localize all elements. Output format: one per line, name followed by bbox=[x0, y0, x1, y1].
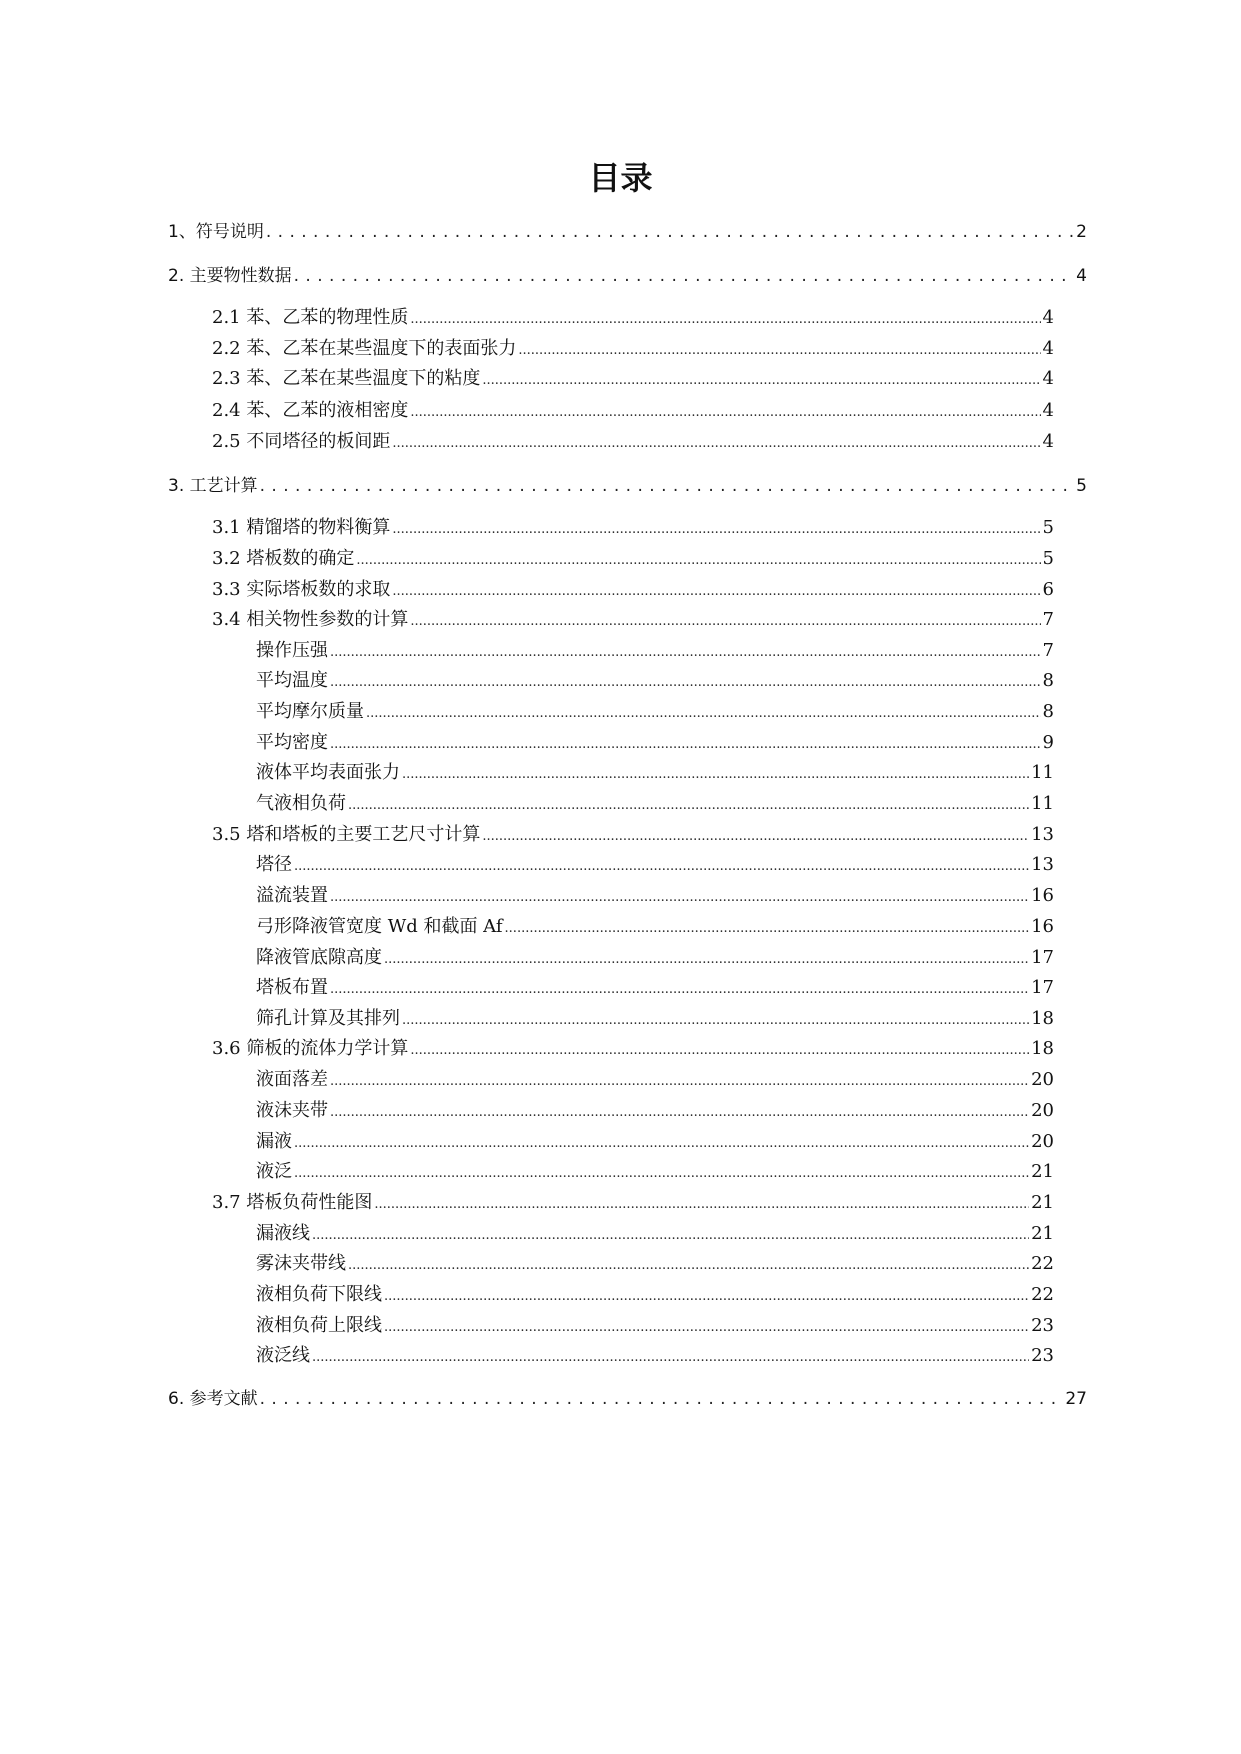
toc-dot-leader bbox=[384, 1312, 1029, 1342]
toc-entry-label: 操作压强 bbox=[256, 640, 328, 661]
toc-entry-label: 液沫夹带 bbox=[256, 1100, 328, 1121]
toc-entry[interactable] bbox=[256, 1220, 1054, 1248]
toc-dot-leader bbox=[410, 606, 1040, 636]
toc-dot-leader bbox=[330, 1097, 1029, 1127]
toc-entry[interactable] bbox=[212, 545, 1054, 573]
toc-entry-page-number: 21 bbox=[1031, 1192, 1054, 1213]
toc-entry-page-number: 4 bbox=[1042, 400, 1054, 421]
toc-entry-label: 液面落差 bbox=[256, 1069, 328, 1090]
toc-entry-label: 平均温度 bbox=[256, 670, 328, 691]
toc-entry-label: 液相负荷下限线 bbox=[256, 1284, 382, 1305]
toc-entry[interactable] bbox=[256, 1158, 1054, 1186]
toc-dot-leader bbox=[330, 729, 1041, 759]
toc-dot-leader bbox=[410, 304, 1040, 334]
toc-entry[interactable] bbox=[256, 1066, 1054, 1094]
toc-entry-label: 1、符号说明 bbox=[168, 222, 264, 242]
toc-entry-label: 液相负荷上限线 bbox=[256, 1315, 382, 1336]
toc-entry[interactable] bbox=[212, 514, 1054, 542]
toc-entry[interactable] bbox=[212, 397, 1054, 425]
toc-dot-leader bbox=[348, 790, 1029, 820]
toc-entry-label: 3.1 精馏塔的物料衡算 bbox=[212, 517, 391, 538]
toc-dot-leader bbox=[330, 667, 1041, 697]
toc-dot-leader bbox=[392, 576, 1040, 606]
toc-entry[interactable] bbox=[256, 882, 1054, 910]
toc-entry-page-number: 18 bbox=[1031, 1038, 1054, 1059]
toc-entry[interactable] bbox=[256, 759, 1054, 787]
page-title: 目录 bbox=[588, 159, 653, 197]
toc-entry-page-number: 4 bbox=[1042, 431, 1054, 452]
toc-entry-page-number: 7 bbox=[1042, 640, 1054, 661]
toc-entry-label: 3. 工艺计算 bbox=[168, 476, 258, 496]
toc-dot-leader bbox=[392, 428, 1040, 458]
toc-entry-label: 平均密度 bbox=[256, 732, 328, 753]
toc-entry-label: 塔径 bbox=[256, 854, 292, 875]
toc-dot-leader bbox=[366, 698, 1041, 728]
toc-entry-label: 2.4 苯、乙苯的液相密度 bbox=[212, 400, 409, 421]
toc-entry[interactable] bbox=[168, 262, 1087, 290]
toc-entry-label: 2.5 不同塔径的板间距 bbox=[212, 431, 391, 452]
toc-entry-page-number: 4 bbox=[1076, 266, 1087, 286]
toc-entry-label: 液泛 bbox=[256, 1161, 292, 1182]
toc-entry-label: 3.7 塔板负荷性能图 bbox=[212, 1192, 373, 1213]
toc-entry-label: 3.6 筛板的流体力学计算 bbox=[212, 1038, 409, 1059]
toc-dot-leader bbox=[294, 1128, 1029, 1158]
toc-dot-leader bbox=[518, 335, 1040, 365]
toc-dot-leader bbox=[410, 1035, 1029, 1065]
toc-dot-leader bbox=[384, 1281, 1029, 1311]
toc-entry-page-number: 27 bbox=[1065, 1389, 1087, 1409]
toc-entry-label: 3.2 塔板数的确定 bbox=[212, 548, 355, 569]
toc-dot-leader bbox=[348, 1250, 1029, 1280]
toc-entry-page-number: 23 bbox=[1031, 1345, 1054, 1366]
toc-dot-leader bbox=[330, 1066, 1029, 1096]
toc-dot-leader bbox=[356, 545, 1040, 575]
toc-entry-page-number: 4 bbox=[1042, 368, 1054, 389]
toc-entry[interactable] bbox=[256, 1281, 1054, 1309]
toc-entry-page-number: 7 bbox=[1042, 609, 1054, 630]
toc-entry-page-number: 21 bbox=[1031, 1161, 1054, 1182]
toc-entry-label: 6. 参考文献 bbox=[168, 1389, 258, 1409]
toc-dot-leader bbox=[294, 1158, 1029, 1188]
toc-dot-leader bbox=[482, 365, 1040, 395]
toc-entry[interactable] bbox=[256, 974, 1054, 1002]
toc-entry[interactable] bbox=[212, 1189, 1054, 1217]
toc-entry[interactable] bbox=[212, 365, 1054, 393]
toc-entry-page-number: 5 bbox=[1076, 476, 1087, 496]
toc-entry[interactable] bbox=[256, 729, 1054, 757]
toc-entry-page-number: 5 bbox=[1042, 517, 1054, 538]
toc-entry[interactable] bbox=[256, 1342, 1054, 1370]
toc-entry-label: 液泛线 bbox=[256, 1345, 310, 1366]
toc-dot-leader bbox=[330, 974, 1029, 1004]
toc-entry-label: 溢流装置 bbox=[256, 885, 328, 906]
toc-entry[interactable] bbox=[256, 1097, 1054, 1125]
toc-entry-page-number: 9 bbox=[1042, 732, 1054, 753]
toc-entry-page-number: 11 bbox=[1031, 762, 1054, 783]
toc-entry[interactable] bbox=[212, 304, 1054, 332]
toc-entry-label: 2.2 苯、乙苯在某些温度下的表面张力 bbox=[212, 338, 517, 359]
toc-entry-page-number: 13 bbox=[1031, 824, 1054, 845]
toc-entry[interactable] bbox=[212, 335, 1054, 363]
toc-entry-label: 3.3 实际塔板数的求取 bbox=[212, 579, 391, 600]
toc-dot-leader bbox=[374, 1189, 1029, 1219]
toc-entry-page-number: 11 bbox=[1031, 793, 1054, 814]
toc-dot-leader bbox=[392, 514, 1040, 544]
toc-entry-label: 2. 主要物性数据 bbox=[168, 266, 292, 286]
toc-entry-page-number: 16 bbox=[1031, 885, 1054, 906]
toc-entry-page-number: 5 bbox=[1042, 548, 1054, 569]
toc-entry-page-number: 23 bbox=[1031, 1315, 1054, 1336]
toc-entry-label: 3.4 相关物性参数的计算 bbox=[212, 609, 409, 630]
toc-entry-label: 2.1 苯、乙苯的物理性质 bbox=[212, 307, 409, 328]
toc-dot-leader bbox=[260, 1385, 1064, 1413]
toc-entry-label: 弓形降液管宽度 Wd 和截面 Af bbox=[256, 916, 503, 937]
toc-dot-leader bbox=[294, 851, 1029, 881]
toc-entry-label: 漏液 bbox=[256, 1131, 292, 1152]
toc-dot-leader bbox=[330, 637, 1041, 667]
toc-entry[interactable] bbox=[256, 637, 1054, 665]
toc-entry-label: 降液管底隙高度 bbox=[256, 947, 382, 968]
toc-entry-label: 筛孔计算及其排列 bbox=[256, 1008, 400, 1029]
toc-entry-page-number: 17 bbox=[1031, 947, 1054, 968]
toc-entry-page-number: 8 bbox=[1042, 670, 1054, 691]
toc-dot-leader bbox=[266, 218, 1074, 246]
toc-dot-leader bbox=[384, 944, 1029, 974]
toc-entry[interactable] bbox=[256, 913, 1054, 941]
toc-dot-leader bbox=[330, 882, 1029, 912]
toc-entry-page-number: 22 bbox=[1031, 1284, 1054, 1305]
toc-entry-page-number: 20 bbox=[1031, 1069, 1054, 1090]
toc-dot-leader bbox=[294, 262, 1075, 290]
toc-entry-label: 塔板布置 bbox=[256, 977, 328, 998]
toc-entry-page-number: 2 bbox=[1076, 222, 1087, 242]
toc-entry-page-number: 4 bbox=[1042, 338, 1054, 359]
toc-dot-leader bbox=[260, 472, 1075, 500]
toc-entry-label: 2.3 苯、乙苯在某些温度下的粘度 bbox=[212, 368, 481, 389]
toc-entry[interactable] bbox=[256, 1250, 1054, 1278]
toc-entry[interactable] bbox=[212, 1035, 1054, 1063]
toc-entry-page-number: 17 bbox=[1031, 977, 1054, 998]
toc-entry-page-number: 4 bbox=[1042, 307, 1054, 328]
toc-entry[interactable] bbox=[168, 472, 1087, 500]
toc-entry-label: 漏液线 bbox=[256, 1223, 310, 1244]
toc-entry[interactable] bbox=[168, 218, 1087, 246]
toc-entry[interactable] bbox=[256, 1005, 1054, 1033]
toc-entry-label: 3.5 塔和塔板的主要工艺尺寸计算 bbox=[212, 824, 481, 845]
toc-entry-label: 雾沫夹带线 bbox=[256, 1253, 346, 1274]
toc-entry[interactable] bbox=[256, 944, 1054, 972]
toc-dot-leader bbox=[402, 759, 1029, 789]
toc-entry[interactable] bbox=[256, 790, 1054, 818]
toc-entry[interactable] bbox=[256, 851, 1054, 879]
toc-entry-page-number: 22 bbox=[1031, 1253, 1054, 1274]
toc-entry-page-number: 20 bbox=[1031, 1131, 1054, 1152]
toc-entry-page-number: 16 bbox=[1031, 916, 1054, 937]
toc-entry-page-number: 8 bbox=[1042, 701, 1054, 722]
toc-entry-label: 平均摩尔质量 bbox=[256, 701, 364, 722]
toc-entry[interactable] bbox=[256, 698, 1054, 726]
toc-entry[interactable] bbox=[256, 1312, 1054, 1340]
toc-dot-leader bbox=[482, 821, 1029, 851]
toc-entry-label: 气液相负荷 bbox=[256, 793, 346, 814]
toc-entry[interactable] bbox=[168, 1385, 1087, 1413]
toc-dot-leader bbox=[505, 913, 1030, 943]
toc-entry[interactable] bbox=[212, 576, 1054, 604]
toc-entry[interactable] bbox=[212, 606, 1054, 634]
toc-dot-leader bbox=[312, 1342, 1029, 1372]
toc-entry-page-number: 13 bbox=[1031, 854, 1054, 875]
toc-entry-page-number: 6 bbox=[1042, 579, 1054, 600]
toc-dot-leader bbox=[402, 1005, 1029, 1035]
toc-dot-leader bbox=[312, 1220, 1029, 1250]
toc-entry[interactable] bbox=[256, 667, 1054, 695]
toc-entry[interactable] bbox=[212, 821, 1054, 849]
toc-entry[interactable] bbox=[212, 428, 1054, 456]
toc-entry[interactable] bbox=[256, 1128, 1054, 1156]
toc-entry-page-number: 18 bbox=[1031, 1008, 1054, 1029]
toc-dot-leader bbox=[410, 397, 1040, 427]
toc-entry-page-number: 21 bbox=[1031, 1223, 1054, 1244]
toc-entry-label: 液体平均表面张力 bbox=[256, 762, 400, 783]
toc-entry-page-number: 20 bbox=[1031, 1100, 1054, 1121]
